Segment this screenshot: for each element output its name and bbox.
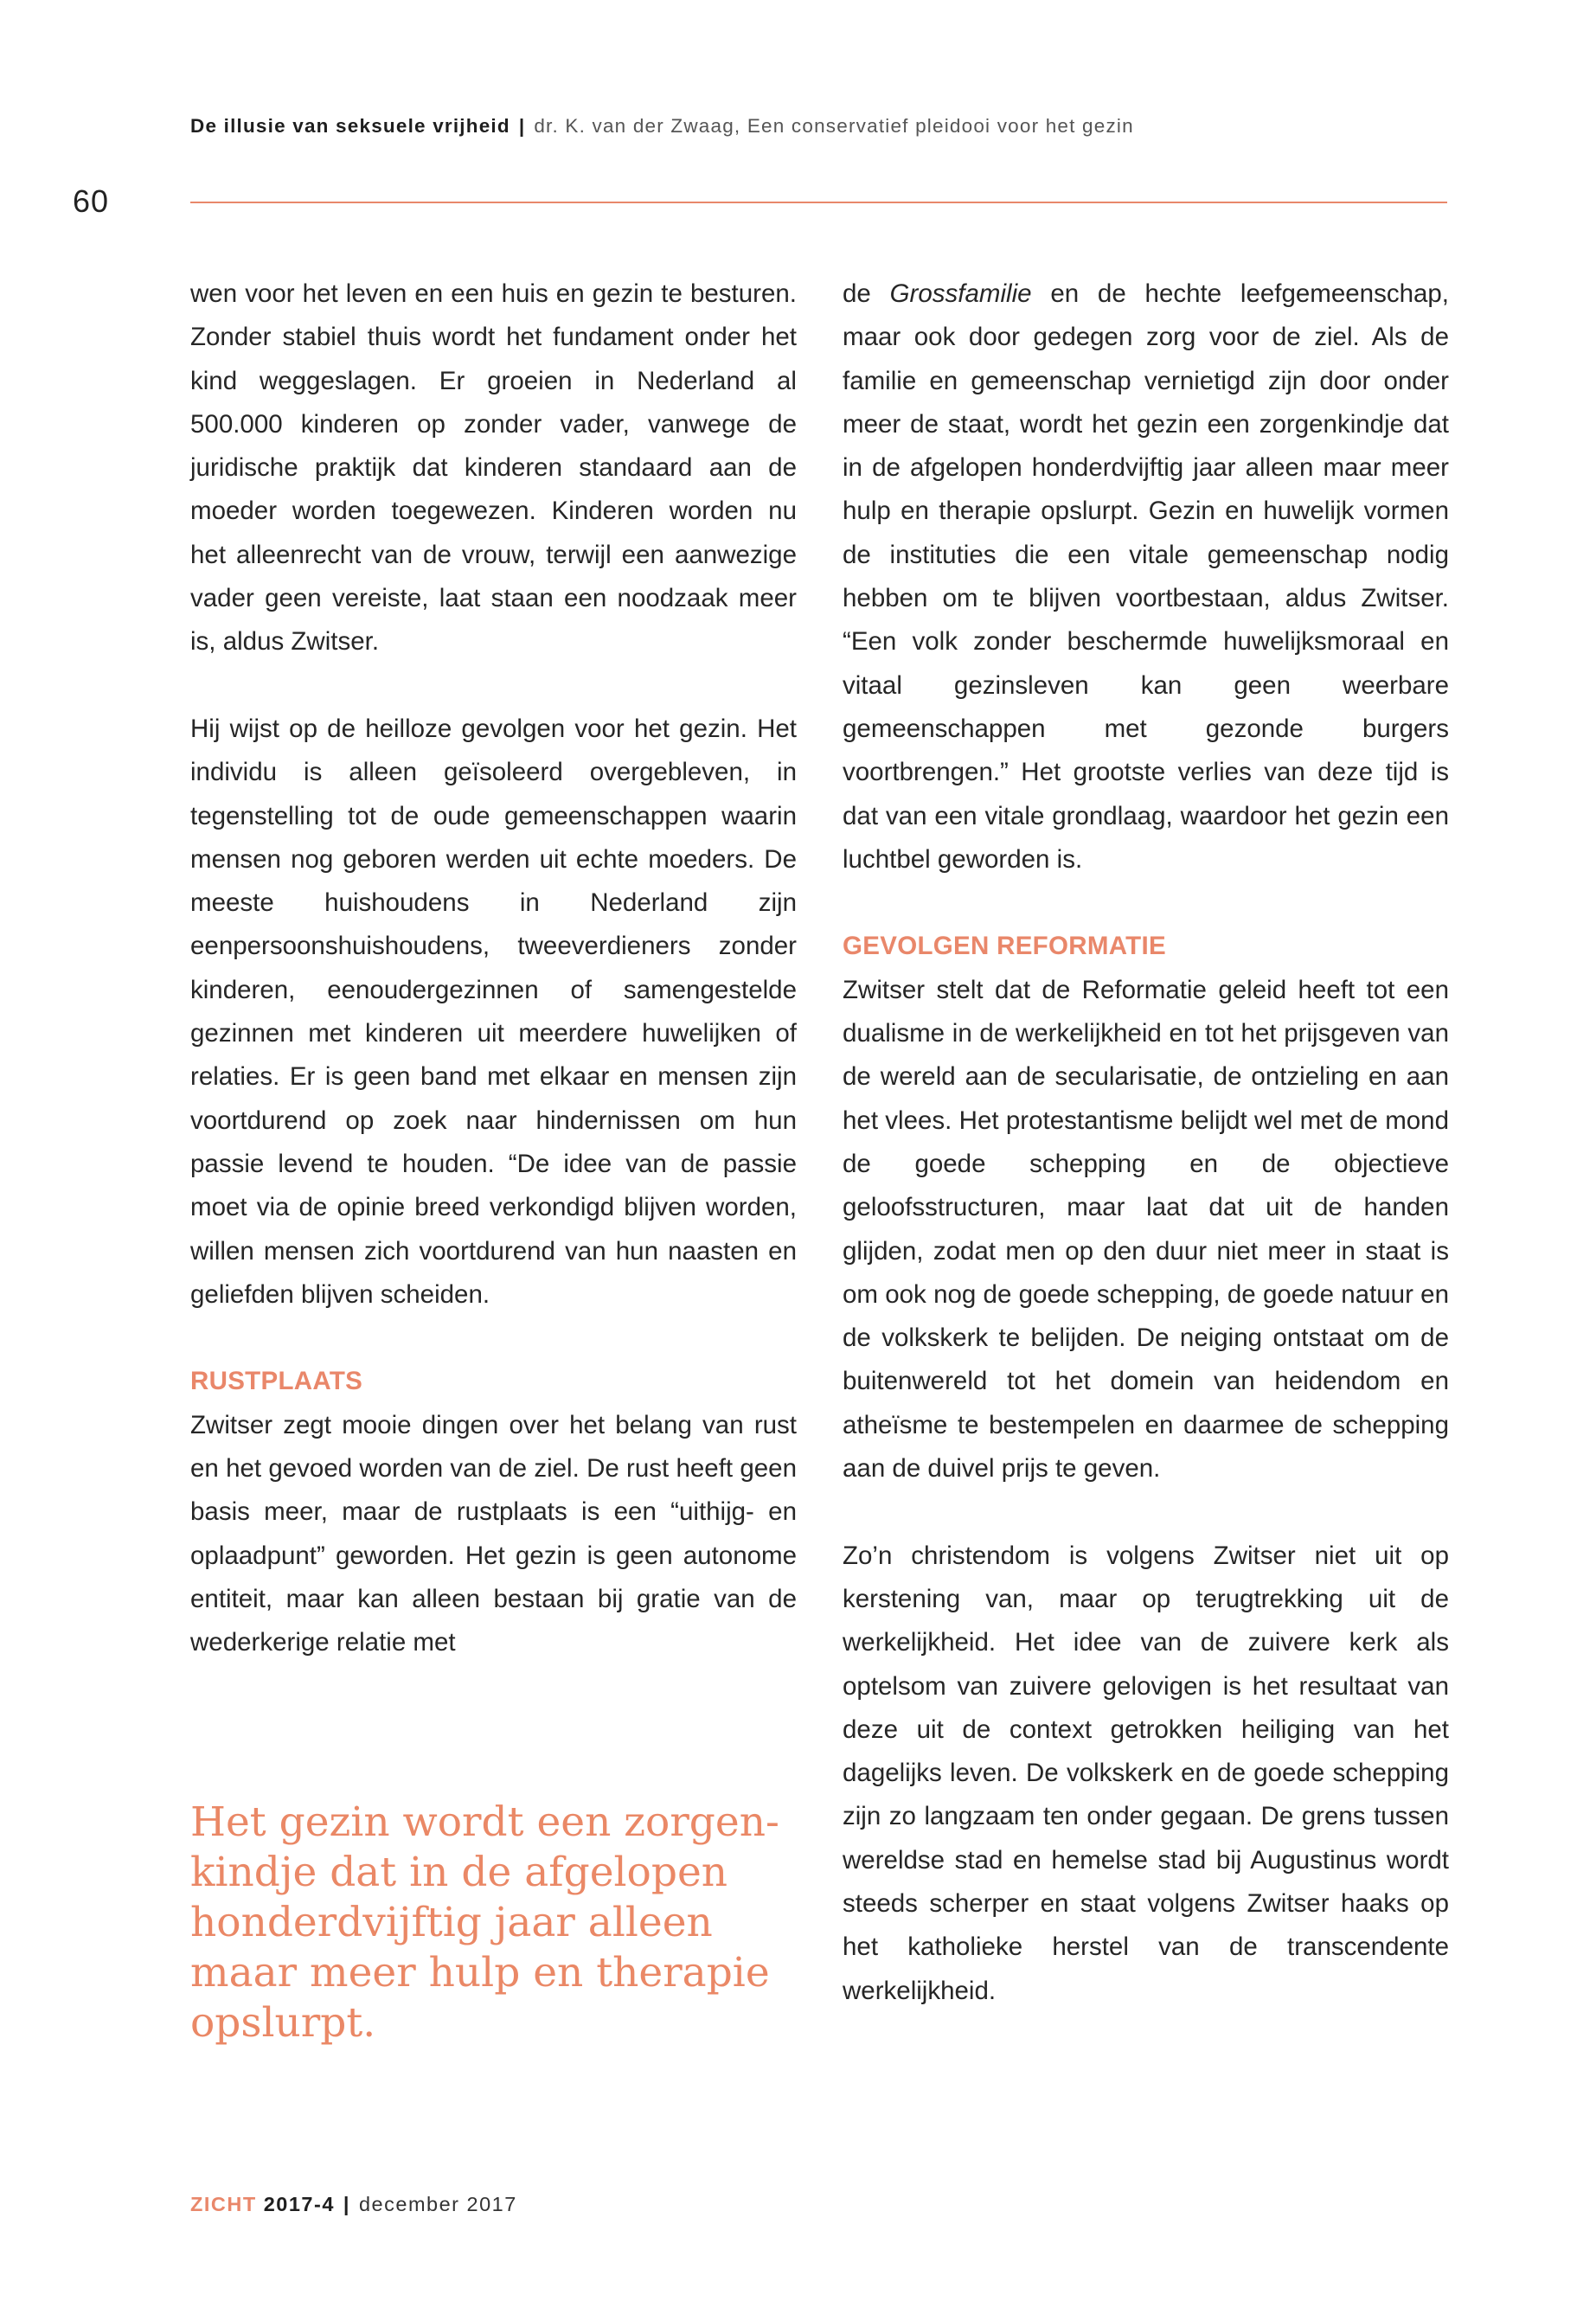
pull-quote-line: Het gezin wordt een zorgen- xyxy=(190,1798,779,1846)
page-number: 60 xyxy=(73,183,110,219)
header-rule xyxy=(190,202,1447,203)
right-paragraph-1-start: de xyxy=(843,279,890,308)
footer xyxy=(190,2193,517,2216)
pull-quote-line: maar meer hulp en therapie xyxy=(190,1949,770,1997)
right-paragraph-2: Zwitser stelt dat de Reformatie geleid heeft tot een dualisme in de werkelijkheid en tot het prijsgeven van de wereld aan de secularisatie, de ontzieling en aan het vlees. Het protestantisme belijdt wel met de mond de goede schepping en de objectieve geloofsstructuren, maar laat dat uit de handen glijden, zodat men op den duur niet meer in staat is om ook nog de goede schepping, de goede natuur en de volkskerk te belijden. De neiging ontstaat om de buitenwereld tot het domein van heidendom en atheïsme te bestempelen en daarmee de schepping aan de duivel prijs te geven. xyxy=(843,975,1449,1484)
left-paragraph-1: wen voor het leven en een huis en gezin te besturen. Zonder stabiel thuis wordt het fundament onder het kind weggeslagen. Er groeien in Nederland al 500.000 kinderen op zonder vader, vanwege de juridische praktijk dat kinderen standaard aan de moeder worden toegewezen. Kinderen worden nu het alleenrecht van de vrouw, terwijl een aanwezige vader geen vereiste, laat staan een noodzaak meer is, aldus Zwitser. xyxy=(190,279,797,657)
footer-separator: | xyxy=(343,2193,350,2215)
right-paragraph-3: Zo’n christendom is volgens Zwitser niet uit op kerstening van, maar op terugtrekking uit de werkelijkheid. Het idee van de zuivere kerk als optelsom van zuivere gelovigen is het resultaat van deze uit de context getrokken heiliging van het dagelijks leven. De volkskerk en de goede schepping zijn zo langzaam ten onder gegaan. De grens tussen wereldse stad en hemelse stad bij Augustinus wordt steeds scherper en staat volgens Zwitser haaks op het katholieke herstel van de transcendente werkelijkheid. xyxy=(843,1541,1449,2005)
left-column xyxy=(190,272,797,1665)
subhead-gevolgen-reformatie: GEVOLGEN REFORMATIE xyxy=(843,932,1166,961)
right-paragraph-1-rest: en de hechte leefgemeenschap, maar ook door gedegen zorg voor de ziel. Als de familie en gemeenschap vernietigd zijn door onder meer de staat, wordt het gezin een zorgenkindje dat in de afgelopen honderdvijftig jaar alleen maar meer hulp en therapie opslurpt. Gezin en huwelijk vormen de instituties die een vitale gemeenschap nodig hebben om te blijven voortbestaan, aldus Zwitser. “Een volk zonder beschermde huwelijksmoraal en vitaal gezinsleven kan geen weerbare gemeenschappen met gezonde burgers voortbrengen.” Het grootste verlies van deze tijd is dat van een vitale grondlaag, waardoor het gezin een luchtbel geworden is. xyxy=(843,279,1449,874)
footer-date: december 2017 xyxy=(358,2193,517,2215)
pull-quote-line: opslurpt. xyxy=(190,1999,376,2047)
footer-brand: ZICHT xyxy=(190,2193,257,2215)
subhead-rustplaats: RUSTPLAATS xyxy=(190,1367,363,1396)
right-column xyxy=(843,272,1449,2013)
running-head xyxy=(190,115,1134,138)
running-subtitle: dr. K. van der Zwaag, Een conservatief pleidooi voor het gezin xyxy=(534,115,1134,137)
pull-quote xyxy=(190,1798,797,2048)
left-paragraph-3: Zwitser zegt mooie dingen over het belang van rust en het gevoed worden van de ziel. De rust heeft geen basis meer, maar de rustplaats is een “uithijg- en oplaadpunt” geworden. Het gezin is geen autonome entiteit, maar kan alleen bestaan bij gratie van de wederkerige relatie met xyxy=(190,1410,797,1657)
running-title: De illusie van seksuele vrijheid xyxy=(190,115,510,137)
footer-issue: 2017-4 xyxy=(263,2193,335,2215)
pull-quote-line: kindje dat in de afgelopen xyxy=(190,1849,728,1896)
left-paragraph-2: Hij wijst op de heilloze gevolgen voor het gezin. Het individu is alleen geïsoleerd overgebleven, in tegenstelling tot de oude gemeenschappen waarin mensen nog geboren werden uit echte moeders. De meeste huishoudens in Nederland zijn eenpersoonshuishoudens, tweeverdieners zonder kinderen, eenoudergezinnen of samengestelde gezinnen met kinderen uit meerdere huwelijken of relaties. Er is geen band met elkaar en mensen zijn voortdurend op zoek naar hindernissen om hun passie levend te houden. “De idee van de passie moet via de opinie breed verkondigd blijven worden, willen mensen zich voortdurend van hun naasten en geliefden blijven scheiden. xyxy=(190,714,797,1309)
running-head-separator: | xyxy=(518,115,526,137)
grossfamilie-italic: Grossfamilie xyxy=(889,279,1032,308)
pull-quote-line: honderdvijftig jaar alleen xyxy=(190,1899,713,1946)
right-paragraph-1 xyxy=(843,272,1449,881)
